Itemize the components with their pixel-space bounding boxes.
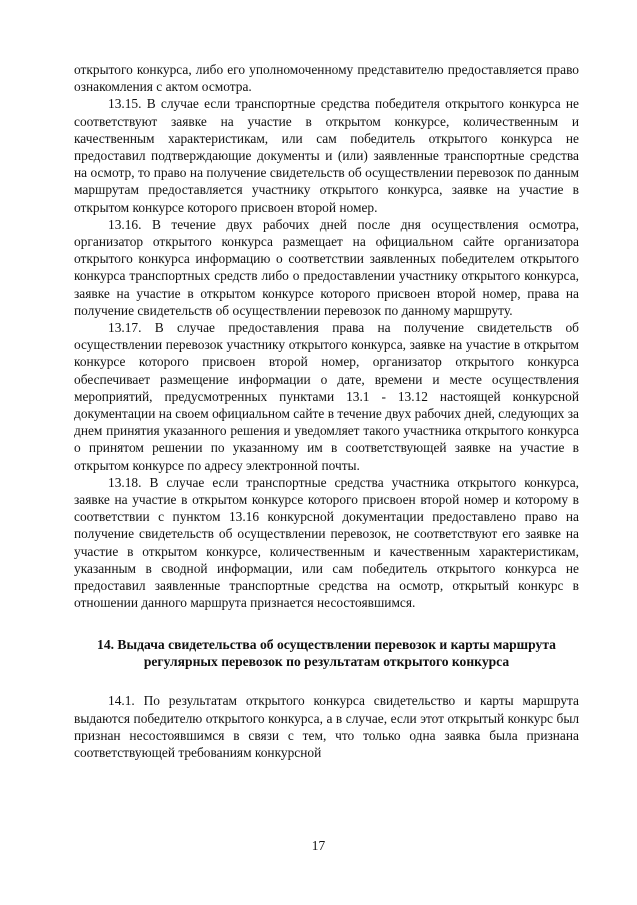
paragraph-13-15: 13.15. В случае если транспортные средства победителя открытого конкурса не соответствуют заявке на участие в открытом конкурсе, количественным и качественным характеристикам, или сам победитель открытого конкурса не предоставил подтверждающие документы и (или) заявленные транспортные средства на осмотр, то право на получение свидетельств об осуществлении перевозок по данным маршрутам предоставляется участнику открытого конкурса, заявке на участие в открытом конкурсе которого присвоен второй номер. — [74, 96, 579, 215]
section-14-heading: 14. Выдача свидетельства об осуществлении перевозок и карты маршрута регулярных перевозок по результатам открытого конкурса — [97, 636, 556, 669]
paragraph-13-18: 13.18. В случае если транспортные средства участника открытого конкурса, заявке на участие в открытом конкурсе которого присвоен второй номер и которому в соответствии с пунктом 13.16 конкурсной документации предоставлено право на получение свидетельств об осуществлении перевозок, не соответствуют его заявке на участие в открытом конкурсе, количественным и качественным характеристикам, указанным в сводной информации, или сам победитель открытого конкурса не предоставил заявленные транспортные средства на осмотр, открытый конкурс в отношении данного маршрута признается несостоявшимся. — [74, 474, 579, 611]
paragraph-14-1: 14.1. По результатам открытого конкурса свидетельство и карты маршрута выдаются победителю открытого конкурса, а в случае, если этот открытый конкурс был признан несостоявшимся в связи с тем, что только одна заявка была признана соответствующей требованиям конкурсной — [74, 693, 579, 760]
document-page — [74, 61, 579, 761]
paragraph-continuation: открытого конкурса, либо его уполномоченному представителю предоставляется право ознакомления с актом осмотра. — [74, 62, 579, 95]
paragraph-13-17: 13.17. В случае предоставления права на получение свидетельств об осуществлении перевозок участнику открытого конкурса, заявке на участие в открытом конкурсе которого присвоен второй номер, организатор открытого конкурса обеспечивает размещение информации о дате, времени и месте осуществления мероприятий, предусмотренных пунктами 13.1 - 13.12 настоящей конкурсной документации на своем официальном сайте в течение двух рабочих дней, следующих за днем принятия указанного решения и уведомляет такого участника открытого конкурса о принятом решении по указанному им в соответствующей заявке на участие в открытом конкурсе по адресу электронной почты. — [74, 320, 579, 473]
page-number: 17 — [311, 838, 326, 853]
paragraph-13-16: 13.16. В течение двух рабочих дней после дня осуществления осмотра, организатор открытого конкурса размещает на официальном сайте организатора открытого конкурса информацию о соответствии заявленных победителем открытого конкурса транспортных средств либо о предоставлении участнику открытого конкурса, заявке на участие в открытом конкурсе которого присвоен второй номер, права на получение свидетельств об осуществлении перевозок по данному маршруту. — [74, 216, 579, 318]
